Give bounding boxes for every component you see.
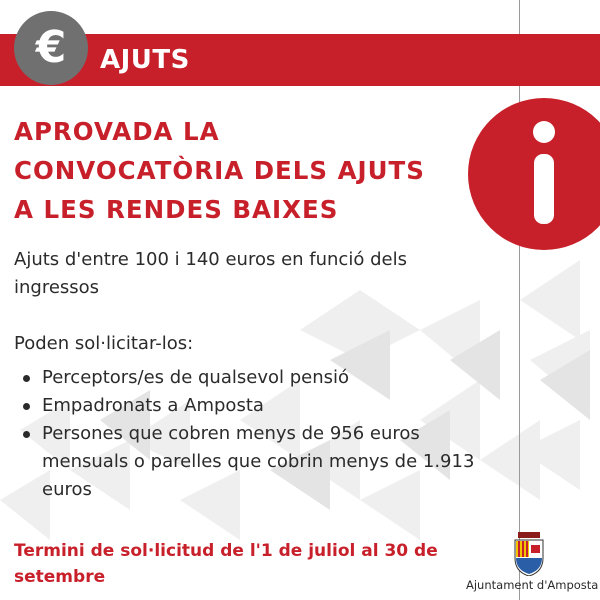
info-icon	[468, 98, 600, 250]
headline-line-1: APROVADA LA	[14, 117, 220, 146]
headline	[14, 112, 484, 229]
headline-line-3: A LES RENDES BAIXES	[14, 195, 339, 224]
coat-of-arms-icon	[512, 532, 546, 576]
info-badge	[468, 98, 600, 250]
banner-title: AJUTS	[100, 45, 190, 75]
header-banner	[0, 34, 600, 86]
list-item: Empadronats a Amposta	[14, 392, 484, 420]
euro-badge	[14, 11, 88, 85]
vertical-divider-line	[519, 0, 520, 600]
eligibility-list	[14, 364, 484, 504]
headline-line-2: CONVOCATÒRIA DELS AJUTS	[14, 156, 425, 185]
intro-text: Ajuts d'entre 100 i 140 euros en funció dels ingressos	[14, 249, 407, 298]
euro-icon	[14, 11, 88, 85]
eligibility-heading: Poden sol·licitar-los:	[14, 333, 194, 354]
list-item: Persones que cobren menys de 956 euros mensuals o parelles que cobrin menys de 1.913 euros	[14, 420, 484, 504]
list-item: Perceptors/es de qualsevol pensió	[14, 364, 484, 392]
deadline-text: Termini de sol·licitud de l'1 de juliol al 30 de setembre	[14, 541, 438, 587]
organization-name: Ajuntament d'Amposta	[466, 578, 599, 592]
body-content	[14, 246, 484, 504]
svg-text:€: €	[35, 22, 67, 73]
